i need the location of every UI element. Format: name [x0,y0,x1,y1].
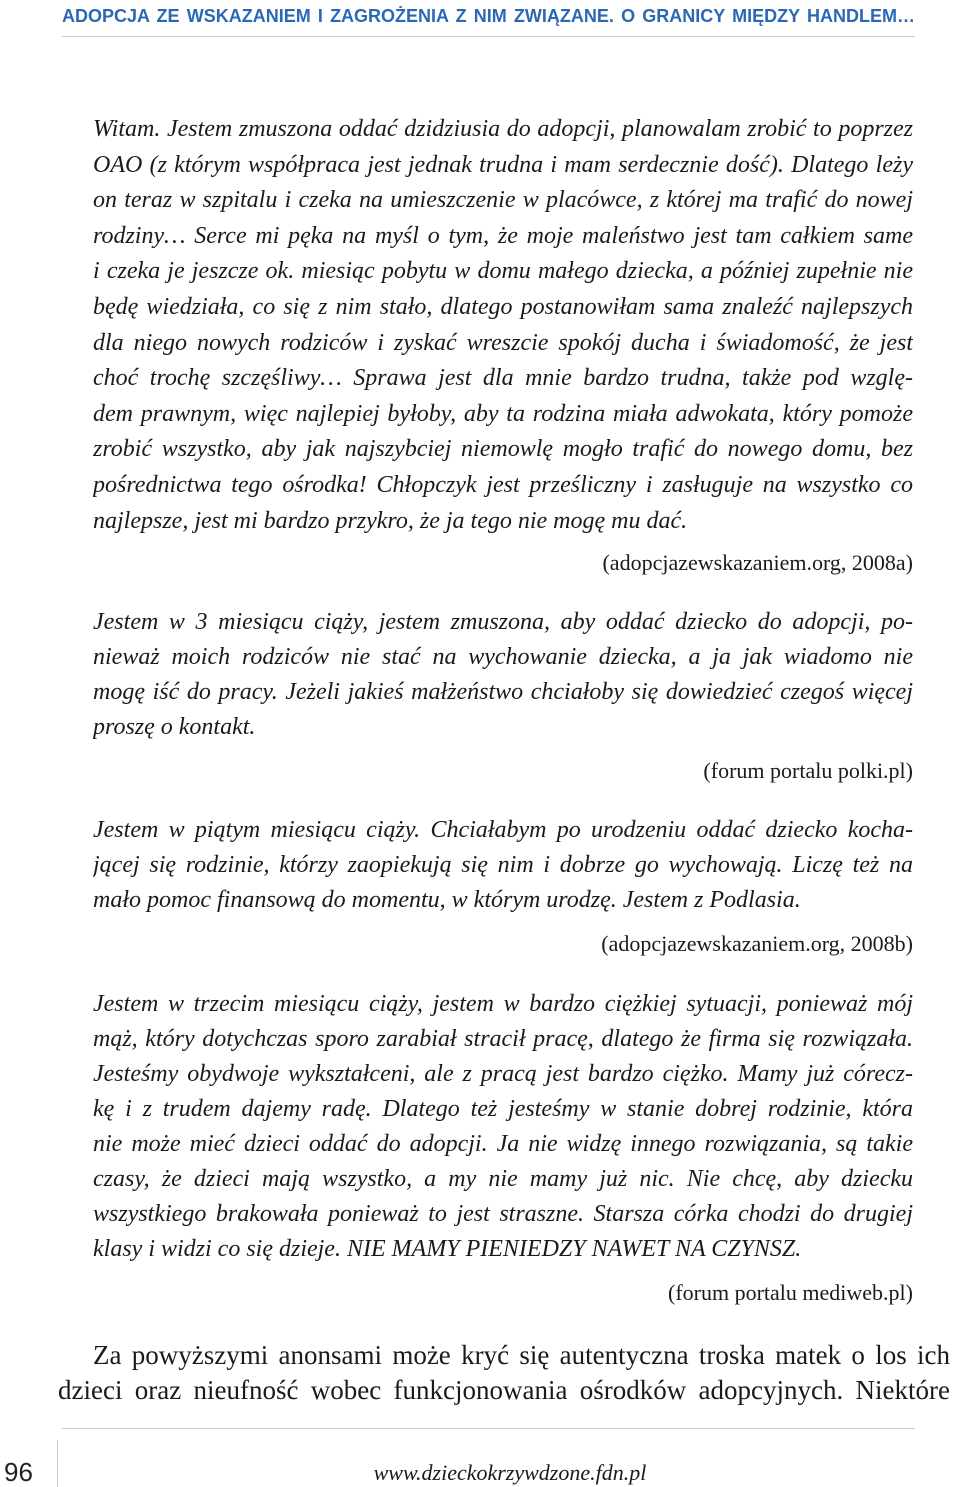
quote-line: jącej się rodzinie, którzy zaopiekują się nim i dobrze go wychowają. Liczę też na [93,851,913,878]
quote-line: najlepsze, jest mi bardzo przykro, że ja tego nie mogę mu dać. [93,507,688,534]
quote-line: Jestem w piątym miesiącu ciąży. Chciałabym po urodzeniu oddać dziecko kocha- [93,816,913,843]
footer-divider [57,1440,58,1487]
quoted-post-4 [93,987,913,1267]
quote-line: Witam. Jestem zmuszona oddać dzidziusia do adopcji, planowalam zrobić to poprzez [93,116,913,142]
header-rule [62,36,915,37]
quote-line: klasy i widzi co się dzieje. NIE MAMY PIENIEDZY NAWET NA CZYNSZ. [93,1235,802,1262]
quote-line: czasy, że dzieci mają wszystko, a my nie mamy już nic. Nie chcę, aby dziecku [93,1165,913,1192]
running-title: ADOPCJA ZE WSKAZANIEM I ZAGROŻENIA Z NIM ZWIĄZANE. O GRANICY MIĘDZY HANDLEM… [62,6,915,26]
quote-line: mogę iść do pracy. Jeżeli jakieś małżeństwo chciałoby się dowiedzieć czegoś więcej [93,678,913,705]
quote-line: Jesteśmy obydwoje wykształceni, ale z pracą jest bardzo ciężko. Mamy już córecz- [93,1060,913,1087]
quote-source: (adopcjazewskazaniem.org, 2008b) [601,930,913,956]
quote-line: dem prawnym, więc najlepiej byłoby, aby ta rodzina miała adwokata, który pomoże [93,400,913,427]
quote-line: nie może mieć dzieci oddać do adopcji. Ja nie widzę innego rozwiązania, są takie [93,1130,913,1157]
quote-line: rodziny… Serce mi pęka na myśl o tym, że moje maleństwo jest tam całkiem same [93,222,913,249]
quote-line: dla niego nowych rodziców i zyskać wreszcie spokój ducha i świadomość, że jest [93,329,913,356]
quote-line: kę i z trudem dajemy radę. Dlatego też jesteśmy w stanie dobrej rodzinie, która [93,1095,913,1122]
quote-line: proszę o kontakt. [93,713,256,740]
quote-source: (adopcjazewskazaniem.org, 2008a) [602,549,913,575]
quoted-post-1 [93,112,913,539]
body-paragraph [58,1338,950,1408]
quote-line: mało pomoc finansową do momentu, w którym urodzę. Jestem z Podlasia. [93,886,801,913]
body-line: Za powyższymi anonsami może kryć się autentyczna troska matek o los ich [93,1339,950,1370]
quote-line: OAO (z którym współpraca jest jednak trudna i mam serdecznie dość). Dlatego leży [93,151,913,178]
quote-source: (forum portalu polki.pl) [703,757,913,783]
quote-source: (forum portalu mediweb.pl) [668,1279,913,1305]
page-number: 96 [4,1457,33,1487]
footer-website: www.dzieckokrzywdzone.fdn.pl [373,1460,647,1485]
quote-line: zrobić wszystko, aby jak najszybciej niemowlę mogło trafić do nowego domu, bez [93,436,913,463]
body-line: dzieci oraz nieufność wobec funkcjonowania ośrodków adopcyjnych. Niektóre [58,1374,950,1405]
quoted-post-3 [93,813,913,918]
quote-line: on teraz w szpitalu i czeka na umieszczenie w placówce, z której ma trafić do nowej [93,187,913,214]
quote-line: Jestem w 3 miesiącu ciąży, jestem zmuszona, aby oddać dziecko do adopcji, po- [93,608,913,635]
quote-line: będę wiedziała, co się z nim stało, dlatego postanowiłam sama znaleźć najlepszych [93,293,913,320]
quote-line: wszystkiego brakowała ponieważ to jest straszne. Starsza córka chodzi do drugiej [93,1200,913,1227]
quoted-post-2 [93,605,913,745]
footer-rule [62,1428,915,1429]
quote-line: choć trochę szczęśliwy… Sprawa jest dla mnie bardzo trudna, także pod wzglę- [93,365,913,392]
quote-line: nieważ moich rodziców nie stać na wychowanie dziecka, a ja jak wiadomo nie [93,643,913,670]
quote-line: Jestem w trzecim miesiącu ciąży, jestem w bardzo ciężkiej sytuacji, ponieważ mój [93,990,913,1017]
quote-line: mąż, który dotychczas sporo zarabiał stracił pracę, dlatego że firma się rozwiązała. [93,1025,913,1052]
quote-line: pośrednictwa tego ośrodka! Chłopczyk jest prześliczny i zasługuje na wszystko co [93,471,913,498]
quote-line: i czeka je jeszcze ok. miesiąc pobytu w domu małego dziecka, a później zupełnie nie [93,258,913,285]
